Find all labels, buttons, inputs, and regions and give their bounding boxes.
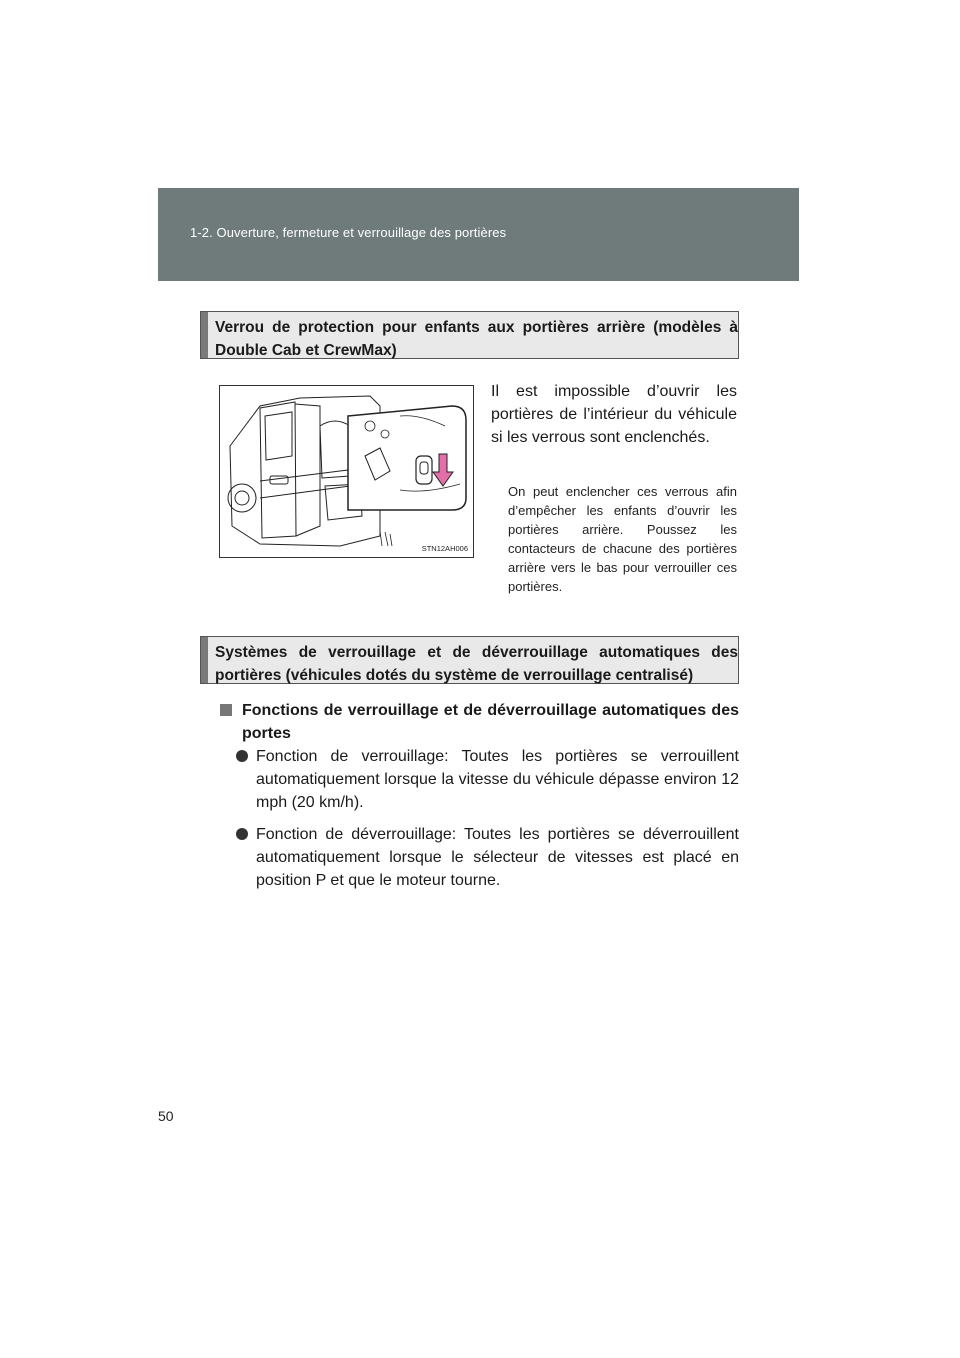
- child-lock-heading: [200, 311, 739, 359]
- rear-door-child-lock-drawing: [220, 386, 473, 557]
- child-lock-intro: Il est impossible d’ouvrir les portières de l’intérieur du véhicule si les verrous sont enclenchés.: [491, 383, 737, 446]
- auto-lock-subheading-text: Fonctions de verrouillage et de déverrouillage automatiques des portes: [242, 702, 739, 742]
- figure-code: STN12AH006: [421, 544, 468, 553]
- child-lock-illustration: [219, 385, 474, 558]
- auto-lock-heading: [200, 636, 739, 684]
- auto-lock-heading-text: Systèmes de verrouillage et de déverrouillage automatiques des portières (véhicules dotés du système de verrouillage centralisé): [215, 644, 738, 684]
- round-bullet-icon: [236, 750, 248, 762]
- page-number: 50: [158, 1108, 174, 1124]
- child-lock-heading-text: Verrou de protection pour enfants aux portières arrière (modèles à Double Cab et CrewMax): [215, 319, 738, 359]
- chapter-section-title: 1-2. Ouverture, fermeture et verrouillage des portières: [190, 225, 507, 240]
- square-bullet-icon: [220, 704, 232, 716]
- child-lock-note: On peut enclencher ces verrous afin d’empêcher les enfants d’ouvrir les portières arrière. Poussez les contacteurs de chacune des portières arrière vers le bas pour verrouiller ces portières.: [508, 484, 737, 594]
- unlock-function-text: Fonction de déverrouillage: Toutes les portières se déverrouillent automatiquement lorsque le sélecteur de vitesses est placé en position P et que le moteur tourne.: [256, 826, 739, 889]
- lock-function-text: Fonction de verrouillage: Toutes les portières se verrouillent automatiquement lorsque la vitesse du véhicule dépasse environ 12 mph (20 km/h).: [256, 748, 739, 811]
- list-item: [236, 823, 739, 892]
- auto-lock-subheading: [220, 699, 739, 745]
- round-bullet-icon: [236, 828, 248, 840]
- list-item: [236, 745, 739, 814]
- chapter-header-band: [158, 188, 799, 281]
